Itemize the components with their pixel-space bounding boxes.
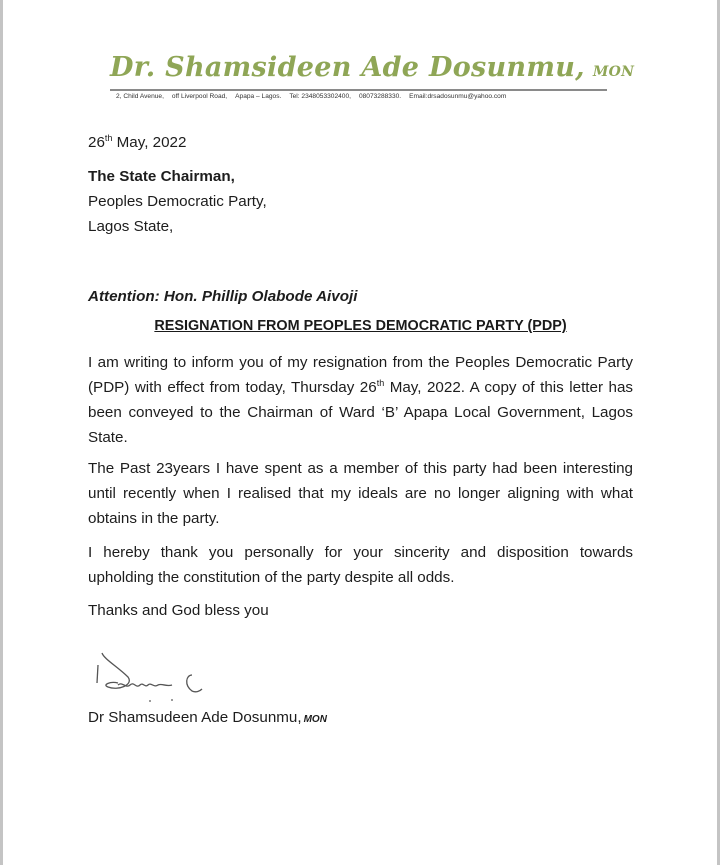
signatory-name-text: Dr Shamsudeen Ade Dosunmu, — [88, 709, 302, 726]
letterhead-name — [110, 52, 635, 83]
letterhead-divider — [110, 89, 607, 91]
telephone-2: 08073288330. — [358, 93, 402, 100]
paragraph-1-a: I am writing to inform you of my resignation from the Peoples Democratic Party (PDP) with effect from today, Thursday 26 — [88, 354, 633, 396]
subject-heading: RESIGNATION FROM PEOPLES DEMOCRATIC PARTY (PDP) — [154, 318, 567, 334]
telephone: Tel: 2348053302400, — [289, 93, 351, 100]
page-border-left — [0, 0, 3, 865]
signature-image — [88, 645, 258, 705]
recipient-location: Lagos State, — [88, 218, 174, 235]
letterhead-contact — [116, 93, 616, 100]
letterhead-suffix: MON — [592, 64, 635, 80]
letter-date — [88, 130, 633, 155]
address-city: Apapa – Lagos. — [235, 93, 282, 100]
recipient-block — [88, 164, 633, 239]
paragraph-1-ordinal: th — [376, 378, 385, 388]
paragraph-1 — [88, 350, 633, 450]
recipient-organization: Peoples Democratic Party, — [88, 193, 267, 210]
email: Email:drsadosunmu@yahoo.com — [409, 93, 507, 100]
date-ordinal: th — [104, 133, 113, 143]
date-day: 26 — [88, 134, 105, 151]
closing-line: Thanks and God bless you — [88, 602, 269, 619]
address-road: off Liverpool Road, — [171, 93, 228, 100]
address: 2, Child Avenue, — [116, 93, 164, 100]
paragraph-3: I hereby thank you personally for your sincerity and disposition towards upholding the constitution of the party despite all odds. — [88, 544, 633, 586]
date-rest: May, 2022 — [112, 134, 187, 151]
paragraph-1-b: May, 2022. A copy of this letter has been conveyed to the Chairman of Ward ‘B’ Apapa Local Government, Lagos State. — [88, 379, 633, 446]
recipient-title: The State Chairman, — [88, 168, 235, 185]
letterhead-name-text: Dr. Shamsideen Ade Dosunmu, — [110, 52, 585, 83]
signatory-name — [88, 705, 633, 732]
attention-line: Attention: Hon. Phillip Olabode Aivoji — [88, 288, 358, 305]
signatory-suffix: MON — [303, 714, 327, 725]
paragraph-2: The Past 23years I have spent as a member of this party had been interesting until recently when I realised that my ideals are no longer aligning with what obtains in the party. — [88, 460, 633, 527]
